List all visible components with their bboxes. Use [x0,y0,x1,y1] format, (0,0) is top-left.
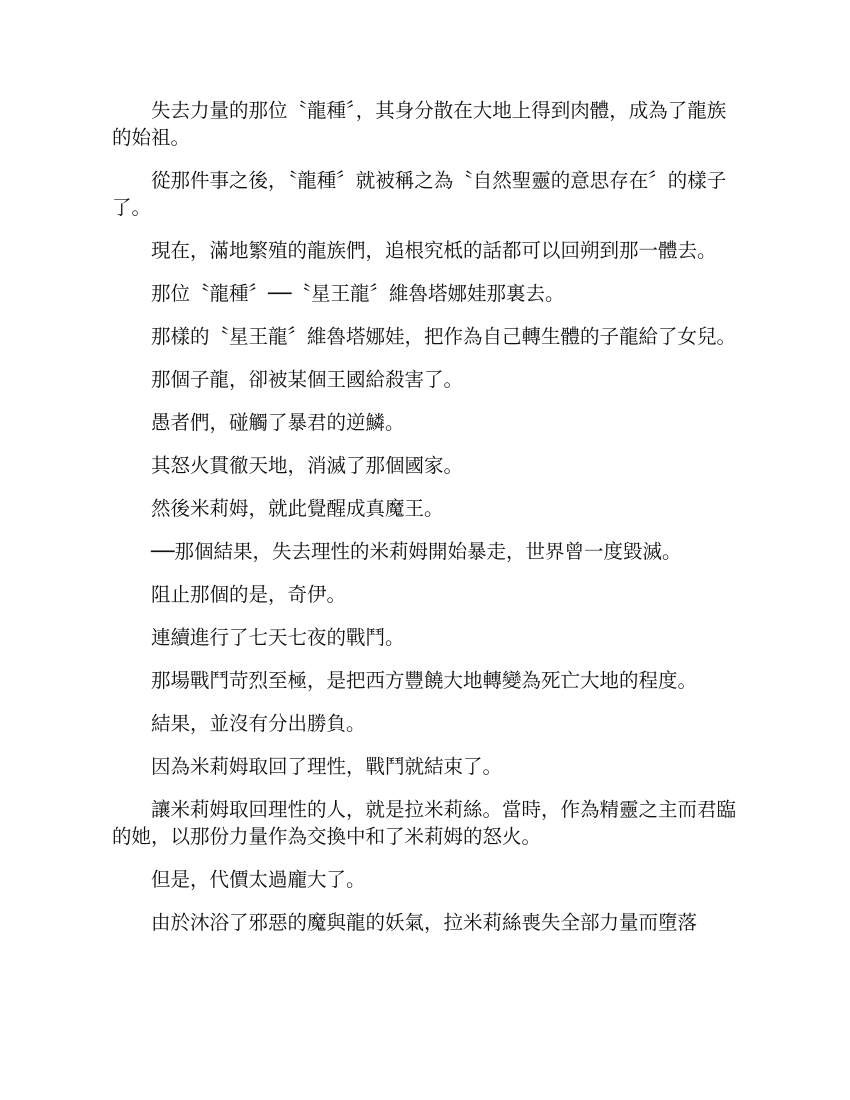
paragraph-4: 那位〝龍種〞──〝星王龍〞維魯塔娜娃那裏去。 [151,282,565,305]
paragraph-11: 阻止那個的是，奇伊。 [151,583,347,606]
paragraph-7: 愚者們，碰觸了暴君的逆鱗。 [151,411,405,434]
paragraph-14: 結果，並沒有分出勝負。 [151,712,366,735]
paragraph-1: 失去力量的那位〝龍種〞，其身分散在大地上得到肉體，成為了龍族的始祖。 [112,99,727,149]
paragraph-16: 讓米莉姆取回理性的人，就是拉米莉絲。當時，作為精靈之主而君臨的她，以那份力量作為交換中和了米莉姆的怒火。 [112,798,737,848]
paragraph-13: 那場戰鬥苛烈至極，是把西方豐饒大地轉變為死亡大地的程度。 [151,669,698,692]
paragraph-8: 其怒火貫徹天地，消滅了那個國家。 [151,454,464,477]
paragraph-2: 從那件事之後，〝龍種〞就被稱之為〝自然聖靈的意思存在〞的樣子了。 [112,169,727,219]
paragraph-5: 那樣的〝星王龍〞維魯塔娜娃，把作為自己轉生體的子龍給了女兒。 [151,325,737,348]
paragraph-17: 但是，代價太過龐大了。 [151,868,366,891]
paragraph-12: 連續進行了七天七夜的戰鬥。 [151,626,405,649]
paragraph-15: 因為米莉姆取回了理性，戰鬥就結束了。 [151,755,503,778]
paragraph-3: 現在，滿地繁殖的龍族們，追根究柢的話都可以回朔到那一體去。 [151,239,717,262]
paragraph-9: 然後米莉姆，就此覺醒成真魔王。 [151,497,444,520]
paragraph-18: 由於沐浴了邪惡的魔與龍的妖氣，拉米莉絲喪失全部力量而墮落 [151,911,698,934]
paragraph-6: 那個子龍，卻被某個王國給殺害了。 [151,368,464,391]
paragraph-10: ──那個結果，失去理性的米莉姆開始暴走，世界曾一度毀滅。 [151,540,682,563]
document-body [112,97,744,952]
